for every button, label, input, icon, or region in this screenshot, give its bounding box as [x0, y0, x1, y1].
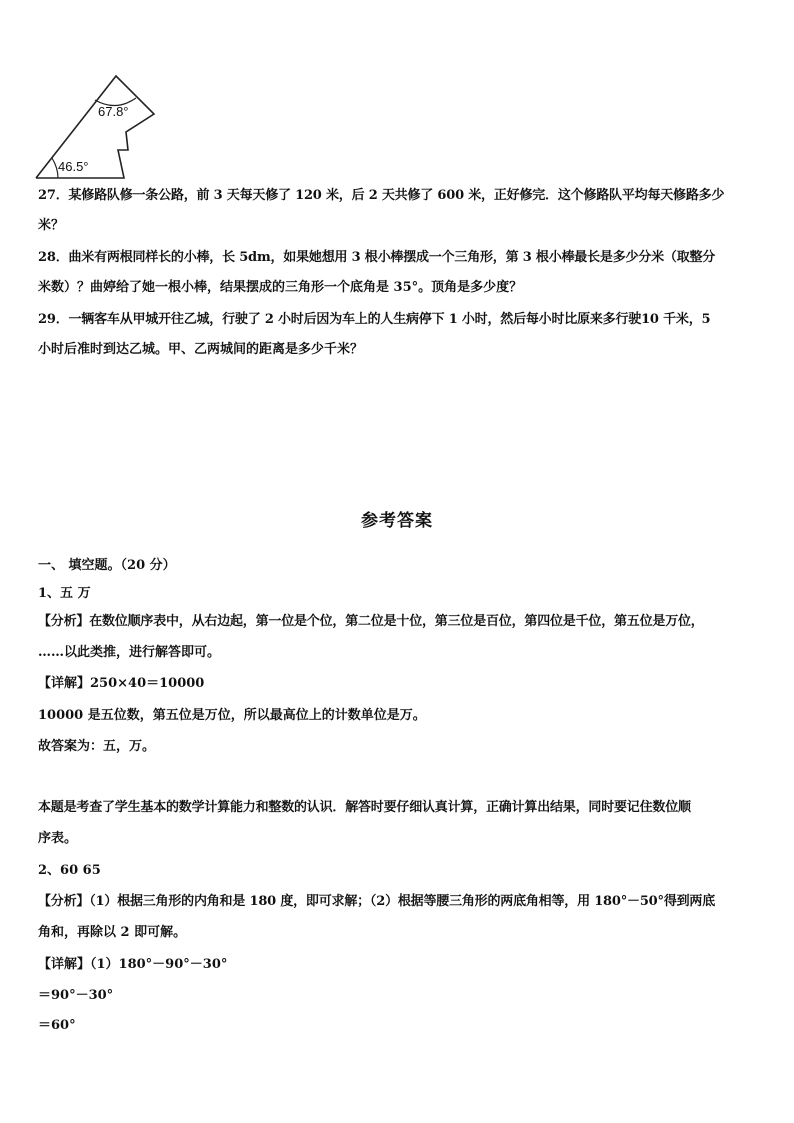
question-28-line-2: 米数）？曲婷给了她一根小棒，结果摆成的三角形一个底角是 35°。顶角是多少度？ [38, 280, 523, 295]
answer-1-comment-line-1: 本题是考查了学生基本的数学计算能力和整数的认识．解答时要仔细认真计算，正确计算出结果，同时要记住数位顺 [38, 800, 691, 815]
section-1-heading: 一、 填空题。（20 分） [38, 558, 176, 573]
triangle-outline [36, 76, 154, 178]
question-27-line-2: 米？ [38, 218, 65, 233]
question-28-line-1: 28．曲米有两根同样长的小棒，长 5dm，如果她想用 3 根小棒摆成一个三角形，第 3 根小棒最长是多少分米（取整分 [38, 250, 716, 265]
answer-1-analysis-line-1: 【分析】在数位顺序表中，从右边起，第一位是个位，第二位是十位，第三位是百位，第四位是千位，第五位是万位， [38, 614, 704, 629]
angle-label-bottom: 46.5° [58, 159, 89, 174]
question-29-line-1: 29．一辆客车从甲城开往乙城，行驶了 2 小时后因为车上的人生病停下 1 小时，然后每小时比原来多行驶10 千米，5 [38, 312, 711, 327]
answer-2-step-2: ＝60° [38, 1018, 76, 1033]
answer-1-explanation: 10000 是五位数，第五位是万位，所以最高位上的计数单位是万。 [38, 708, 426, 723]
question-27-line-1: 27．某修路队修一条公路，前 3 天每天修了 120 米，后 2 天共修了 600 米，正好修完．这个修路队平均每天修路多少 [38, 188, 725, 203]
answer-key-title: 参考答案 [361, 511, 433, 531]
answer-2-step-1: ＝90°－30° [38, 988, 114, 1003]
question-29-line-2: 小时后准时到达乙城。甲、乙两城间的距离是多少千米？ [38, 342, 364, 357]
answer-1-conclusion: 故答案为：五，万。 [38, 739, 156, 754]
broken-triangle-figure [30, 68, 170, 186]
answer-1-detail: 【详解】250×40＝10000 [38, 676, 205, 691]
angle-label-top: 67.8° [98, 104, 129, 119]
answer-1-analysis-line-2: ……以此类推，进行解答即可。 [38, 645, 221, 660]
answer-1-comment-line-2: 序表。 [38, 831, 78, 846]
answer-2-analysis-line-2: 角和，再除以 2 即可解。 [38, 925, 187, 940]
answer-2-analysis-line-1: 【分析】（1）根据三角形的内角和是 180 度，即可求解；（2）根据等腰三角形的两底角相等，用 180°－50°得到两底 [38, 894, 716, 909]
triangle-diagram [30, 68, 170, 186]
answer-1-heading: 1、五 万 [38, 586, 91, 601]
answer-2-heading: 2、60 65 [38, 863, 101, 878]
answer-2-detail: 【详解】（1）180°－90°－30° [38, 957, 228, 972]
